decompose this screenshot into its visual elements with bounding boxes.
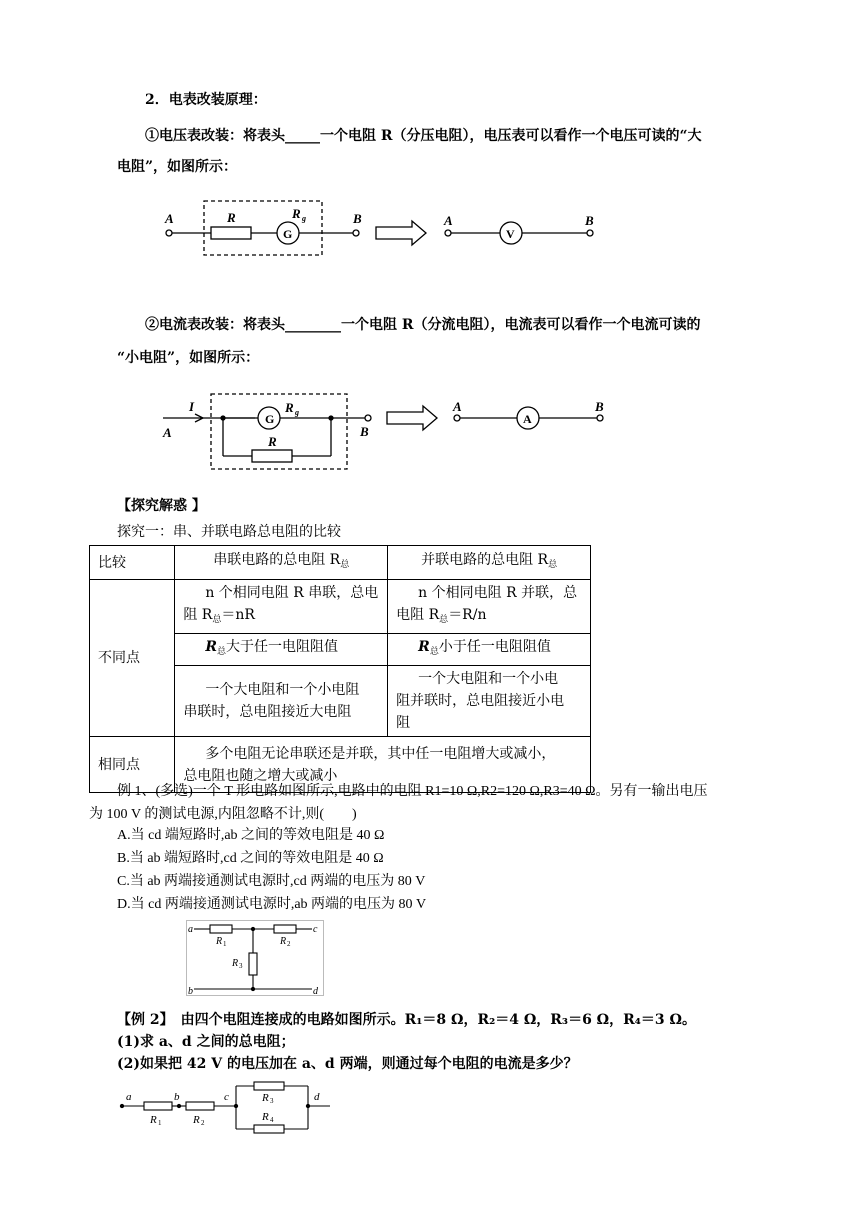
label-r2-sub: 2 — [201, 1119, 205, 1127]
label-r1-sub: 1 — [223, 940, 227, 948]
label-r1-sub: 1 — [158, 1119, 162, 1127]
ex2-q1: (1)求 a、d 之间的总电阻； — [117, 1034, 295, 1050]
label-r1: R — [150, 1114, 157, 1126]
ex1-option-a: A.当 cd 端短路时,ab 之间的等效电阻是 40 Ω — [117, 828, 385, 843]
label-r: R — [227, 210, 236, 225]
ex2-line1: 【例 2】 由四个电阻连接成的电路如图所示。R₁＝8 Ω，R₂＝4 Ω，R₃＝6 Ω，R₄＝3 Ω。 — [117, 1012, 696, 1028]
label-c: c — [313, 924, 318, 935]
arrow-icon — [387, 406, 437, 430]
label-r3: R — [232, 958, 239, 969]
label-d: d — [314, 1091, 320, 1103]
label-r2: R — [280, 936, 287, 947]
label-a2: A — [453, 399, 462, 414]
label-rg: R — [292, 206, 301, 221]
label-am: A — [523, 412, 532, 426]
table-diff-label: 不同点 — [90, 580, 175, 737]
comparison-table — [89, 545, 591, 793]
explore-title: 【探究解惑 】 — [117, 498, 206, 514]
arrow-icon — [376, 221, 426, 245]
ammeter-text-line1: ②电流表改装：将表头________一个电阻 R（分流电阻），电流表可以看作一个电流可读的 — [145, 317, 701, 333]
label-c: c — [224, 1091, 229, 1103]
label-d: d — [313, 986, 318, 996]
ammeter-conversion-diagram — [155, 390, 625, 475]
table-cell: 一个大电阻和一个小电 阻并联时，总电阻接近小电 阻 — [388, 666, 591, 737]
label-rg: R — [285, 400, 294, 415]
table-cell: 一个大电阻和一个小电阻 串联时，总电阻接近大电阻 — [175, 666, 388, 737]
voltmeter-text-line2: 电阻”，如图所示： — [117, 159, 238, 175]
label-r3-sub: 3 — [239, 962, 243, 970]
four-resistor-circuit-diagram — [118, 1075, 348, 1137]
label-r: R — [268, 434, 277, 449]
label-b: b — [188, 986, 193, 996]
t-circuit-diagram — [186, 920, 324, 996]
ex2-q2: (2)如果把 42 V 的电压加在 a、d 两端，则通过每个电阻的电流是多少？ — [117, 1056, 578, 1072]
label-g: G — [283, 227, 293, 241]
label-rg-sub: g — [302, 214, 306, 223]
label-a2: A — [444, 213, 453, 228]
label-r2-sub: 2 — [287, 940, 291, 948]
ex1-option-c: C.当 ab 两端接通测试电源时,cd 两端的电压为 80 V — [117, 874, 426, 889]
label-b2: B — [595, 399, 604, 414]
label-a: A — [165, 211, 174, 226]
ex1-line2: 为 100 V 的测试电源,内阻忽略不计,则( ) — [89, 807, 357, 822]
explore-subtitle: 探究一：串、并联电路总电阻的比较 — [117, 524, 341, 540]
label-a: A — [163, 425, 172, 440]
label-a: a — [126, 1091, 132, 1103]
table-header-parallel: 并联电路的总电阻 $R_总$ — [388, 546, 591, 580]
label-r1: R — [216, 936, 223, 947]
label-rg-sub: g — [295, 408, 299, 417]
label-i: I — [189, 399, 195, 414]
table-header-series: 串联电路的总电阻 $R_总$ — [175, 546, 388, 580]
label-r4: R — [262, 1111, 269, 1123]
ammeter-text-line2: “小电阻”，如图所示： — [117, 350, 260, 366]
label-r3-sub: 3 — [270, 1097, 274, 1105]
table-cell: $R_总$大于任一电阻阻值 — [175, 634, 388, 666]
label-b: b — [174, 1091, 180, 1103]
section-heading: 2．电表改装原理： — [145, 92, 267, 108]
label-g: G — [265, 412, 275, 426]
label-a: a — [188, 924, 193, 935]
table-cell: n 个相同电阻 R 串联，总电 阻 $R_总=nR$ — [175, 580, 388, 634]
label-r3: R — [262, 1092, 269, 1104]
table-cell: 多个电阻无论串联还是并联，其中任一电阻增大或减小， 总电阻也随之增大或减小 — [175, 737, 591, 793]
ex1-line1: 例 1、(多选)一个 T 形电路如图所示,电路中的电阻 R1=10 Ω,R2=120 Ω,R3=40 Ω。另有一输出电压 — [117, 784, 708, 799]
label-r4-sub: 4 — [270, 1116, 274, 1124]
voltmeter-conversion-diagram — [155, 195, 615, 270]
label-b: B — [360, 424, 369, 439]
table-cell: n 个相同电阻 R 并联，总 电阻 $R_总=R/n$ — [388, 580, 591, 634]
ex1-option-b: B.当 ab 端短路时,cd 之间的等效电阻是 40 Ω — [117, 851, 384, 866]
label-b2: B — [585, 213, 594, 228]
label-r2: R — [193, 1114, 200, 1126]
label-v: V — [506, 227, 515, 241]
table-cell: $R_总$小于任一电阻阻值 — [388, 634, 591, 666]
label-b: B — [353, 211, 362, 226]
ex1-option-d: D.当 cd 两端接通测试电源时,ab 两端的电压为 80 V — [117, 897, 427, 912]
voltmeter-text-line1: ①电压表改装：将表头_____一个电阻 R（分压电阻），电压表可以看作一个电压可读的“大 — [145, 128, 702, 144]
table-header-compare: 比较 — [90, 546, 175, 580]
table-same-label: 相同点 — [90, 737, 175, 793]
